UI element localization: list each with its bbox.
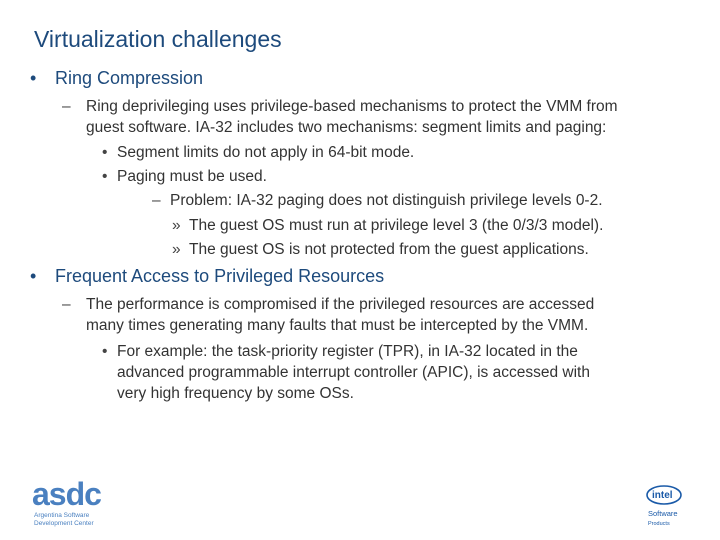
- intel-logo-line-1: Software: [648, 509, 678, 518]
- example-line-3: very high frequency by some OSs.: [117, 385, 354, 402]
- bullet-marker: •: [30, 266, 37, 286]
- bullet-marker: •: [102, 168, 108, 185]
- example-line-1: For example: the task-priority register (TPR), in IA-32 located in the: [117, 343, 578, 360]
- dash-marker: –: [62, 98, 71, 115]
- problem-text: Problem: IA-32 paging does not distinguish privilege levels 0-2.: [170, 192, 603, 209]
- example-line-2: advanced programmable interrupt controller (APIC), is accessed with: [117, 364, 590, 381]
- paging-text: Paging must be used.: [117, 168, 267, 185]
- dash-marker: –: [152, 192, 161, 209]
- performance-line-1: The performance is compromised if the privileged resources are accessed: [86, 296, 595, 313]
- ring-deprivileging-line-2: guest software. IA-32 includes two mechanisms: segment limits and paging:: [86, 119, 607, 136]
- performance-line-2: many times generating many faults that must be intercepted by the VMM.: [86, 317, 589, 334]
- intel-logo-word: intel: [652, 490, 673, 501]
- asdc-logo-subtitle: [34, 512, 94, 528]
- asdc-logo-line-2: Development Center: [34, 520, 94, 527]
- intel-logo: [644, 484, 684, 530]
- chevron-marker: »: [172, 217, 181, 234]
- guest-os-level-text: The guest OS must run at privilege level 3 (the 0/3/3 model).: [189, 217, 604, 234]
- slide-title: Virtualization challenges: [34, 26, 282, 52]
- segment-limits-text: Segment limits do not apply in 64-bit mode.: [117, 144, 415, 161]
- guest-os-protection-text: The guest OS is not protected from the guest applications.: [189, 241, 589, 258]
- ring-deprivileging-line-1: Ring deprivileging uses privilege-based mechanisms to protect the VMM from: [86, 98, 618, 115]
- bullet-marker: •: [102, 144, 108, 161]
- dash-marker: –: [62, 296, 71, 313]
- intel-swirl-icon: [644, 484, 684, 530]
- chevron-marker: »: [172, 241, 181, 258]
- intel-logo-line-2: Products: [648, 521, 670, 527]
- bullet-marker: •: [30, 68, 37, 88]
- asdc-logo-word: asdc: [32, 476, 101, 512]
- bullet-marker: •: [102, 343, 108, 360]
- frequent-access-heading: Frequent Access to Privileged Resources: [55, 266, 385, 286]
- asdc-logo: [32, 478, 112, 532]
- asdc-logo-line-1: Argentina Software: [34, 512, 90, 519]
- ring-compression-heading: Ring Compression: [55, 68, 204, 88]
